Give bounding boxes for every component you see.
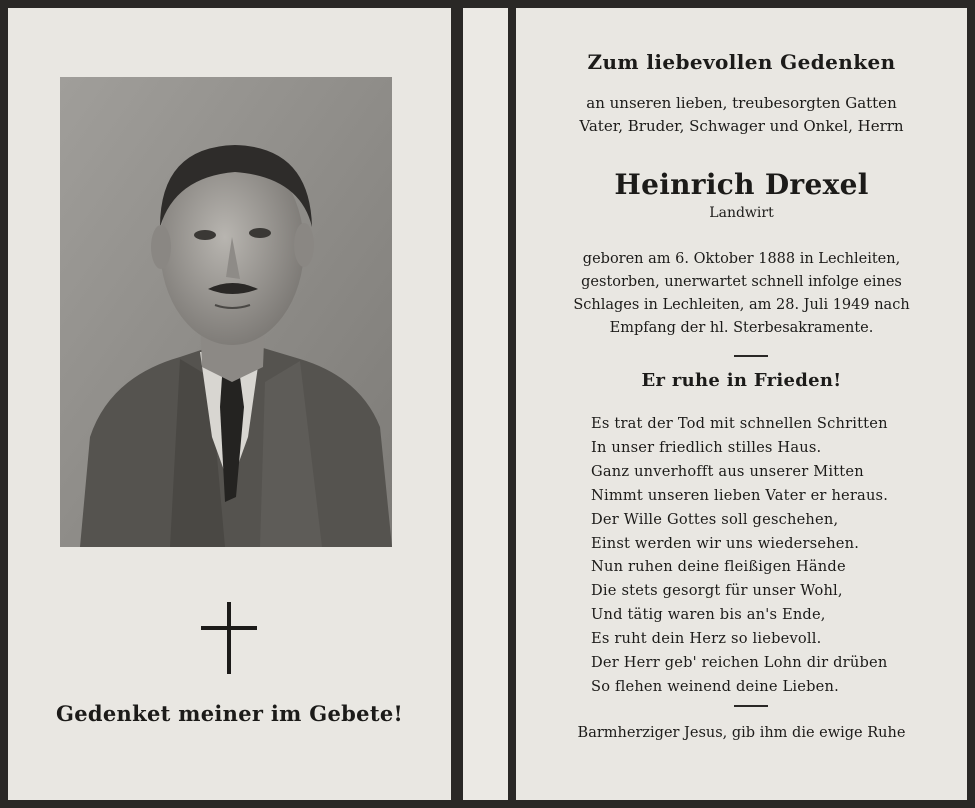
remembrance-footer: Gedenket meiner im Gebete! — [55, 701, 404, 726]
poem-line: Der Wille Gottes soll geschehen, — [591, 510, 839, 528]
closing-prayer: Barmherziger Jesus, gib ihm die ewige Ruhe — [577, 725, 906, 741]
biography — [516, 248, 967, 340]
portrait-photo — [60, 77, 392, 547]
occupation: Landwirt — [709, 205, 774, 221]
portrait-illustration — [60, 77, 392, 547]
card-fold — [463, 8, 508, 800]
poem — [591, 412, 951, 699]
rest-in-peace: Er ruhe in Frieden! — [641, 370, 842, 391]
poem-line: So flehen weinend deine Lieben. — [591, 677, 839, 695]
divider — [734, 355, 768, 357]
poem-line: In unser friedlich stilles Haus. — [591, 438, 822, 456]
poem-line: Es ruht dein Herz so liebevoll. — [591, 630, 822, 648]
poem-line: Es trat der Tod mit schnellen Schritten — [591, 415, 888, 432]
poem-line: Einst werden wir uns wiedersehen. — [591, 534, 860, 552]
poem-line: Ganz unverhofft aus unserer Mitten — [591, 462, 864, 480]
right-card — [516, 8, 967, 800]
left-card — [8, 8, 451, 800]
poem-line: Und tätig waren bis an's Ende, — [591, 606, 826, 624]
bio-line: Schlages in Lechleiten, am 28. Juli 1949 nach — [573, 297, 910, 313]
poem-line: Nimmt unseren lieben Vater er heraus. — [591, 486, 889, 504]
bio-line: gestorben, unerwartet schnell infolge eines — [581, 274, 902, 290]
intro-text — [516, 92, 967, 138]
cross-icon — [201, 602, 257, 674]
intro-line: Vater, Bruder, Schwager und Onkel, Herrn — [579, 117, 904, 135]
poem-line: Der Herr geb' reichen Lohn dir drüben — [591, 654, 888, 672]
bio-line: Empfang der hl. Sterbesakramente. — [609, 320, 874, 336]
intro-line: an unseren lieben, treubesorgten Gatten — [586, 94, 897, 112]
memorial-heading: Zum liebevollen Gedenken — [587, 50, 896, 74]
divider — [734, 705, 768, 707]
bio-line: geboren am 6. Oktober 1888 in Lechleiten, — [582, 251, 901, 267]
deceased-name: Heinrich Drexel — [614, 168, 869, 201]
poem-line: Die stets gesorgt für unser Wohl, — [591, 582, 843, 600]
poem-line: Nun ruhen deine fleißigen Hände — [591, 558, 846, 576]
